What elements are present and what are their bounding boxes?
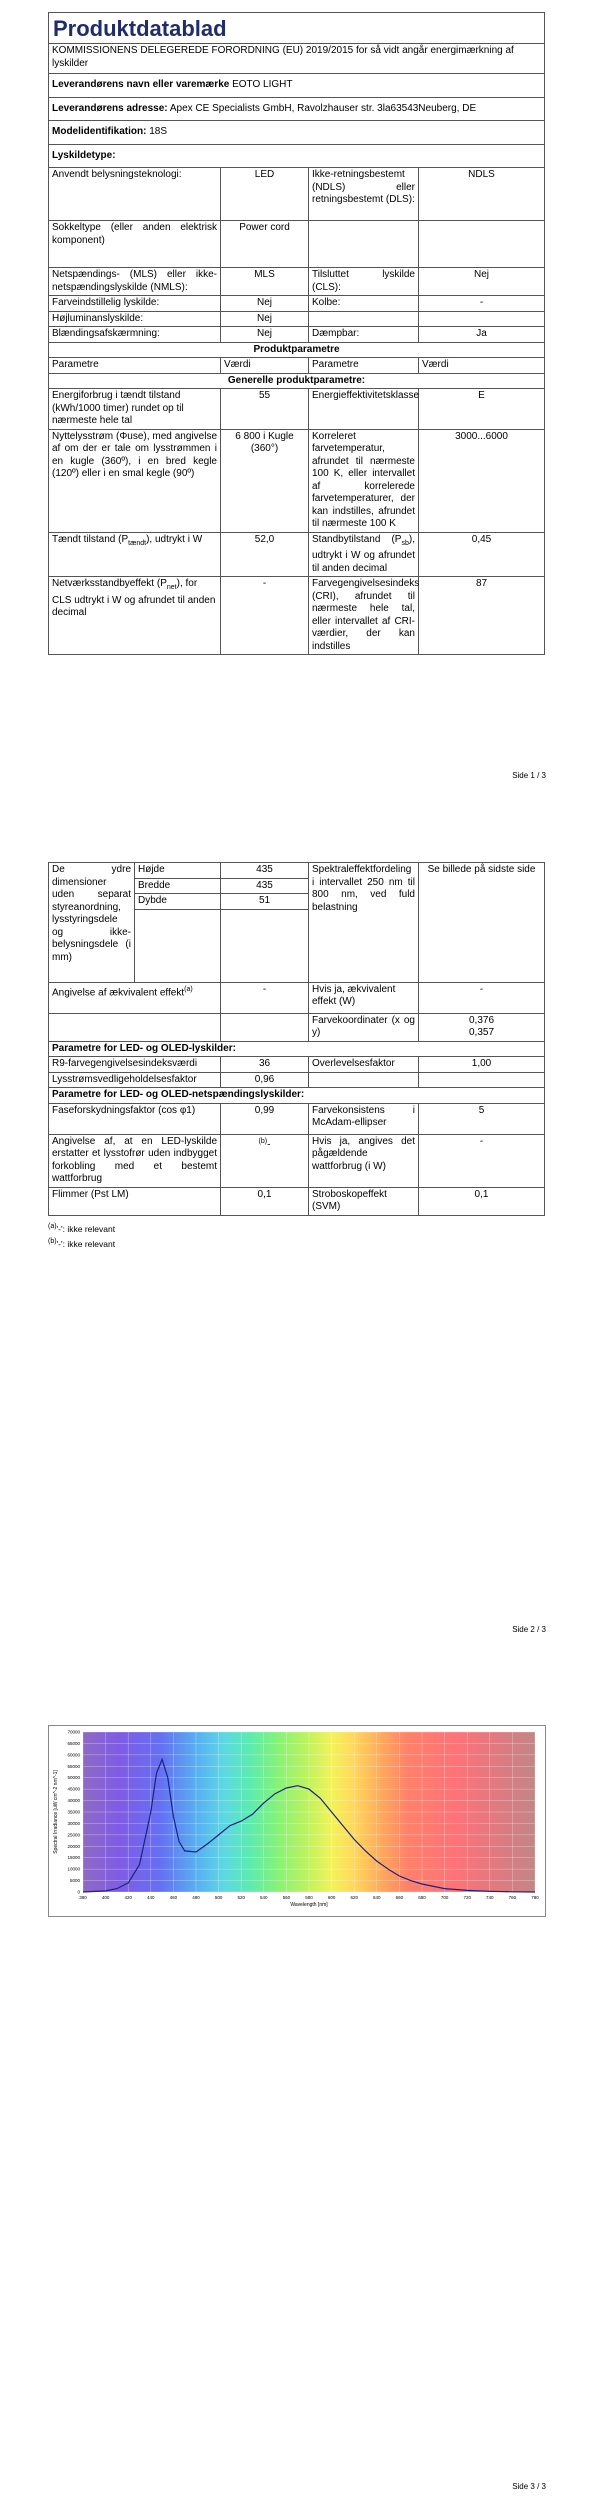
equiv-label xyxy=(49,982,221,1013)
depth-label: Dybde xyxy=(135,894,221,910)
y-tick-label: 20000 xyxy=(67,1843,80,1849)
footnote-a xyxy=(48,1220,544,1236)
glare-value: Nej xyxy=(221,327,309,343)
page-1 xyxy=(0,0,591,836)
y-tick-label: 0 xyxy=(77,1889,80,1895)
page-2 xyxy=(0,836,591,1672)
cct-value: 3000...6000 xyxy=(419,429,545,532)
empty-cell xyxy=(419,311,545,327)
col-value-header: Værdi xyxy=(221,358,309,374)
chroma-values xyxy=(419,1013,545,1041)
on-power-sub: tændt xyxy=(128,539,147,547)
dims-label: De ydre dimensioner uden separat styreanordning, lysstyringsdele og ikke-belysningsdele (i mm) xyxy=(49,863,135,983)
maint-value: 0,96 xyxy=(221,1072,309,1088)
model-label: Modelidentifikation: xyxy=(52,126,147,137)
x-tick-label: 740 xyxy=(486,1895,494,1900)
datasheet-table-1 xyxy=(48,12,545,655)
x-tick-label: 400 xyxy=(101,1895,110,1900)
dimmable-value: Ja xyxy=(419,327,545,343)
col-param-header: Parametre xyxy=(49,358,221,374)
strobo-value: 0,1 xyxy=(419,1187,545,1215)
x-tick-label: 440 xyxy=(147,1895,155,1900)
survival-value: 1,00 xyxy=(419,1057,545,1073)
flicker-value: 0,1 xyxy=(221,1187,309,1215)
cls-label: Tilsluttet lyskilde (CLS): xyxy=(309,268,419,296)
net-standby-value: - xyxy=(221,577,309,655)
footnote-b-text: '-': ikke relevant xyxy=(56,1239,116,1250)
x-tick-label: 480 xyxy=(192,1895,200,1900)
model-value: 18S xyxy=(149,126,168,137)
glare-label: Blændingsafskærmning: xyxy=(49,327,221,343)
energy-label: Energiforbrug i tændt tilstand (kWh/1000 timer) rundet op til nærmeste hele tal xyxy=(49,389,221,430)
x-tick-label: 700 xyxy=(440,1895,449,1900)
socket-value: Power cord xyxy=(221,221,309,268)
x-tick-label: 560 xyxy=(282,1895,291,1900)
supplier-name-row xyxy=(49,74,545,98)
on-power-label-text2: ), udtrykt i W xyxy=(146,533,203,545)
empty-cell xyxy=(419,1072,545,1088)
empty-cell xyxy=(309,311,419,327)
x-tick-label: 540 xyxy=(260,1895,268,1900)
col-value-header: Værdi xyxy=(419,358,545,374)
mls-label: Netspændings- (MLS) eller ikke-netspændingslyskilde (NMLS): xyxy=(49,268,221,296)
x-tick-label: 720 xyxy=(463,1895,471,1900)
lightsource-type-label: Lyskildetype: xyxy=(49,144,545,168)
height-value: 435 xyxy=(221,863,309,879)
replace-value: - xyxy=(267,1138,271,1150)
y-tick-label: 25000 xyxy=(67,1832,80,1838)
flux-value: 6 800 i Kugle (360°) xyxy=(221,429,309,532)
eff-class-value: E xyxy=(419,389,545,430)
x-tick-label: 780 xyxy=(531,1895,539,1900)
mcadam-label: Farvekonsistens i McAdam-ellipser xyxy=(309,1103,419,1134)
cct-label: Korreleret farvetemperatur, afrundet til nærmeste 100 K, eller intervallet af korrelerede farvetemperaturer, der kan indstilles, afrundet til nærmeste 100 K xyxy=(309,429,419,532)
chroma-x: 0,376 xyxy=(468,1014,495,1026)
empty-cell xyxy=(221,1013,309,1041)
tech-value: LED xyxy=(221,168,309,221)
equiv-label-text: Angivelse af ækvivalent effekt xyxy=(52,986,185,998)
tech-label: Anvendt belysningsteknologi: xyxy=(49,168,221,221)
y-tick-label: 50000 xyxy=(67,1775,80,1781)
datasheet-table-2 xyxy=(48,862,545,1216)
socket-label: Sokkeltype (eller anden elektrisk komponent) xyxy=(49,221,221,268)
survival-label: Overlevelsesfaktor xyxy=(309,1057,419,1073)
model-row xyxy=(49,121,545,145)
cri-value: 87 xyxy=(419,577,545,655)
empty-cell xyxy=(135,909,221,982)
flux-label: Nyttelysstrøm (Φuse), med angivelse af om der er tale om lysstrømmen i en kugle (360º), i en bred kegle (120º) eller i en smal kegle (90º) xyxy=(49,429,221,532)
standby-label xyxy=(309,532,419,577)
x-tick-label: 380 xyxy=(79,1895,87,1900)
x-tick-label: 420 xyxy=(124,1895,132,1900)
y-tick-label: 65000 xyxy=(67,1740,80,1746)
r9-value: 36 xyxy=(221,1057,309,1073)
on-power-value: 52,0 xyxy=(221,532,309,577)
x-tick-label: 600 xyxy=(327,1895,336,1900)
footnote-a-mark: (a) xyxy=(48,1222,57,1230)
supplier-address-label: Leverandørens adresse: xyxy=(52,102,168,114)
y-tick-label: 10000 xyxy=(67,1866,80,1872)
y-tick-label: 70000 xyxy=(67,1729,80,1735)
x-tick-label: 580 xyxy=(305,1895,313,1900)
page-number: Side 3 / 3 xyxy=(512,2482,546,2491)
net-standby-label-text: Netværksstandbyeffekt (P xyxy=(52,578,167,589)
led-header: Parametre for LED- og OLED-lyskilder: xyxy=(49,1041,545,1057)
y-axis-label: Spectral Irradiance [uW cm^-2 nm^-1] xyxy=(53,1770,59,1854)
replace-watt-label: Hvis ja, angives det pågældende wattforbrug (i W) xyxy=(309,1134,419,1187)
y-tick-label: 55000 xyxy=(67,1763,80,1769)
x-tick-label: 640 xyxy=(373,1895,381,1900)
net-standby-label-text2: ), for CLS udtrykt i W og afrundet til anden decimal xyxy=(52,578,216,618)
width-label: Bredde xyxy=(135,878,221,894)
spectral-label: Spektraleffektfordeling i intervallet 250 nm til 800 nm, ved fuld belastning xyxy=(309,863,419,983)
empty-cell xyxy=(49,1013,221,1041)
ndls-label: Ikke-retningsbestemt (NDLS) eller retningsbestemt (DLS): xyxy=(309,168,419,221)
spectrum-chart-frame xyxy=(48,1725,546,1917)
on-power-label xyxy=(49,532,221,577)
page-number: Side 2 / 3 xyxy=(512,1625,546,1634)
chroma-y: 0,357 xyxy=(468,1027,495,1038)
spectrum-chart xyxy=(49,1726,545,1916)
replace-watt-value: - xyxy=(419,1134,545,1187)
x-tick-label: 660 xyxy=(395,1895,404,1900)
col-param-header: Parametre xyxy=(309,358,419,374)
supplier-address-row xyxy=(49,97,545,121)
x-tick-label: 760 xyxy=(508,1895,517,1900)
empty-cell xyxy=(221,909,309,982)
equiv-power-value: - xyxy=(419,982,545,1013)
regulation-text: KOMMISSIONENS DELEGEREDE FORORDNING (EU) 2019/2015 for så vidt angår energimærkning af lyskilder xyxy=(49,44,545,74)
replace-value-cell xyxy=(221,1134,309,1187)
equiv-power-label: Hvis ja, ækvivalent effekt (W) xyxy=(309,982,419,1013)
net-standby-label xyxy=(49,577,221,655)
x-tick-label: 500 xyxy=(214,1895,223,1900)
general-params-header: Generelle produktparametre: xyxy=(49,373,545,389)
empty-cell xyxy=(309,1072,419,1088)
x-tick-label: 620 xyxy=(350,1895,358,1900)
supplier-address: Apex CE Specialists GmbH, Ravolzhauser str. 3la63543Neuberg, DE xyxy=(169,102,477,114)
mcadam-value: 5 xyxy=(419,1103,545,1134)
x-tick-label: 680 xyxy=(418,1895,426,1900)
bulb-value: - xyxy=(419,296,545,312)
color-tunable-value: Nej xyxy=(221,296,309,312)
standby-sub: sb xyxy=(401,539,409,547)
on-power-label-text: Tændt tilstand (P xyxy=(52,533,129,545)
mls-value: MLS xyxy=(221,268,309,296)
datasheet-page-1 xyxy=(48,12,544,655)
dimmable-label: Dæmpbar: xyxy=(309,327,419,343)
page-number: Side 1 / 3 xyxy=(512,771,546,780)
footnotes xyxy=(48,1220,544,1252)
empty-cell xyxy=(419,221,545,268)
y-tick-label: 15000 xyxy=(67,1855,80,1861)
y-tick-label: 45000 xyxy=(67,1786,80,1792)
y-tick-label: 30000 xyxy=(67,1820,80,1826)
x-axis-label: Wavelength [nm] xyxy=(290,1902,328,1908)
depth-value: 51 xyxy=(221,894,309,910)
flicker-label: Flimmer (Pst LM) xyxy=(49,1187,221,1215)
footnote-b xyxy=(48,1235,544,1251)
color-tunable-label: Farveindstillelig lyskilde: xyxy=(49,296,221,312)
supplier-name: EOTO LIGHT xyxy=(232,79,293,90)
y-tick-label: 40000 xyxy=(67,1798,80,1804)
eff-class-label: Energieffektivitetsklasse xyxy=(309,389,419,430)
ndls-value: NDLS xyxy=(419,168,545,221)
standby-label-text2: ), udtrykt i W og afrundet til anden decimal xyxy=(312,533,415,574)
high-lum-value: Nej xyxy=(221,311,309,327)
r9-label: R9-farvegengivelsesindeksværdi xyxy=(49,1057,221,1073)
standby-label-text: Standbytilstand (P xyxy=(312,533,402,545)
width-value: 435 xyxy=(221,878,309,894)
supplier-name-label: Leverandørens navn eller varemærke xyxy=(52,79,230,90)
y-tick-label: 35000 xyxy=(67,1809,80,1815)
datasheet-page-2 xyxy=(48,862,544,1251)
replace-sup: (b) xyxy=(258,1137,268,1145)
y-tick-label: 60000 xyxy=(67,1752,80,1758)
cri-label: Farvegengivelsesindeks (CRI), afrundet til nærmeste hele tal, eller intervallet af CRI-værdier, der kan indstilles xyxy=(309,577,419,655)
led-mains-header: Parametre for LED- og OLED-netspændingslyskilder: xyxy=(49,1088,545,1104)
product-params-header: Produktparametre xyxy=(49,342,545,358)
pf-label: Faseforskydningsfaktor (cos φ1) xyxy=(49,1103,221,1134)
empty-cell xyxy=(309,221,419,268)
footnote-b-mark: (b) xyxy=(48,1238,57,1246)
pf-value: 0,99 xyxy=(221,1103,309,1134)
cls-value: Nej xyxy=(419,268,545,296)
standby-value: 0,45 xyxy=(419,532,545,577)
high-lum-label: Højluminanslyskilde: xyxy=(49,311,221,327)
page-title: Produktdatablad xyxy=(49,13,545,44)
maint-label: Lysstrømsvedligeholdelsesfaktor xyxy=(49,1072,221,1088)
y-tick-label: 5000 xyxy=(69,1878,80,1884)
equiv-sup: (a) xyxy=(184,985,193,993)
bulb-label: Kolbe: xyxy=(309,296,419,312)
equiv-value: - xyxy=(221,982,309,1013)
energy-value: 55 xyxy=(221,389,309,430)
x-tick-label: 460 xyxy=(169,1895,178,1900)
strobo-label: Stroboskopeffekt (SVM) xyxy=(309,1187,419,1215)
spectral-value: Se billede på sidste side xyxy=(419,863,545,983)
replace-label: Angivelse af, at en LED-lyskilde erstatter et lysstofrør uden indbygget forkobling med et bestemt wattforbrug xyxy=(49,1134,221,1187)
x-tick-label: 520 xyxy=(237,1895,245,1900)
height-label: Højde xyxy=(135,863,221,879)
footnote-a-text: '-': ikke relevant xyxy=(56,1223,116,1234)
chroma-label: Farvekoordinater (x og y) xyxy=(309,1013,419,1041)
net-standby-sub: net xyxy=(166,584,177,591)
